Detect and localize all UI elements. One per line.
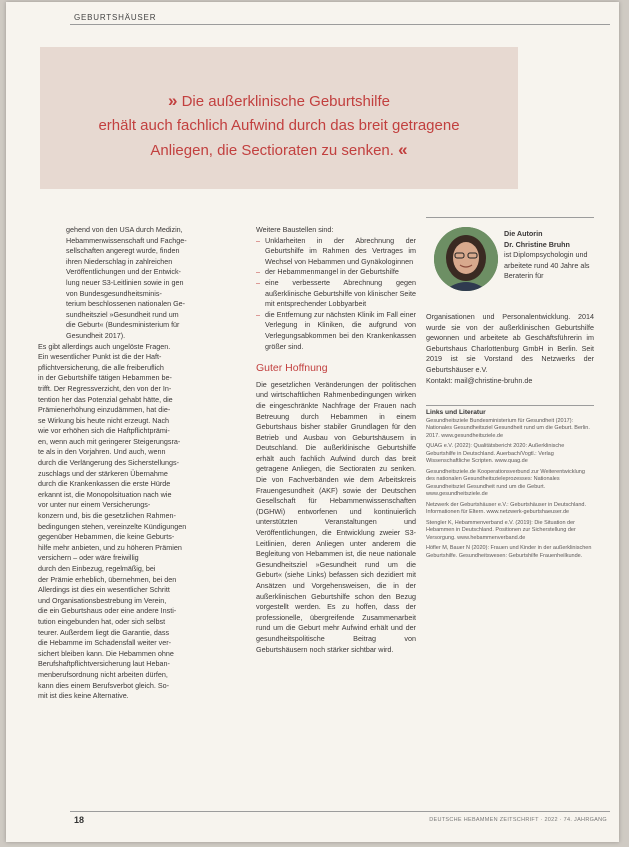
- reference-item: QUAG e.V. (2022): Qualitätsbericht 2020: Außerklinische Geburtshilfe in Deutschland. Auerbach/Vogtl.: Verlag Wissenschaftliche Scripten. www.quag.de: [426, 443, 565, 464]
- reference-item: Stengler K, Hebammenverband e.V. (2019): Die Situation der Hebammen in Deutschland. Positionen zur Sicherstellung der Versorgung. www.hebammenverband.de: [426, 519, 576, 541]
- text-line: Es gibt allerdings auch ungelöste Fragen.: [38, 341, 171, 351]
- text-line: ihren Niederschlag in zahlreichen: [66, 256, 173, 266]
- subheading: Guter Hoffnung: [256, 362, 328, 375]
- page-number: 18: [74, 815, 85, 825]
- list-lead: Weitere Baustellen sind:: [256, 225, 334, 234]
- author-portrait-image: [434, 227, 498, 291]
- text-line: menberufsordnung nicht arbeiten dürfen,: [38, 669, 168, 679]
- article-column-1: [38, 225, 250, 702]
- body-paragraph: Die gesetzlichen Veränderungen der politischen und wirtschaftlichen Rahmenbedingungen wirken die eingeschränkte Nachfrage der Frauen nach Betreuung durch Hebammen in einem Geburtshaus bisher stabiler Grundlagen für den Betrieb und Ausbau von Geburtshäusern in Deutschland. Die außerklinische Geburtshilfe erhält auch fachlich Aufwind durch das breit getragene Anliegen, die Sectioraten zu senken. Die von Fachverbänden wie dem Arbeitskreis Frauengesundheit (AKF) sowie der Deutschen Gesellschaft für Hebammenwissenschaften (DGHWi) entworfenen und kontinuierlich unterstützten Veranstaltungen und Veröffentlichungen, die Entwicklung zweier S3-Leitlinien, deren Anliegen unter anderem die Begleitung von Hebammen ist, die neue nationale Gesundheitsziel »Gesundheit rund um die Geburt« (siehe Links) befassen sich dezidiert mit Ansätzen und Vorgehensweisen, die in der außerklinischen Geburtshilfe schon den Bezug vorgestellt werden. Es zu hoffen, dass der professionelle, übergreifende Zusammenarbeit rund um die Geburt mehr Aufwind erhält und der gesundheitspolitische Beitrag von Geburtshäusern noch stärker sichtbar wird.: [256, 379, 416, 654]
- text-line: sundheitsziel »Gesundheit rund um: [66, 309, 179, 319]
- issue-list: [256, 236, 416, 353]
- text-line: te als in den Vorjahren. Und auch, wenn: [38, 447, 166, 457]
- text-line: der Prämie erheblich, übernehmen, bei den: [38, 574, 177, 584]
- text-line: wie vor erhöhen sich die Haftpflichtprämi-: [38, 426, 170, 436]
- text-line: Ein wesentlicher Punkt ist die der Haft-: [38, 352, 162, 362]
- top-rule: [70, 24, 610, 25]
- reference-item: Gesundheitsziele Bundesministerium für Gesundheit (2017): Nationales Gesundheitsziel Gesundheit rund um die Geburt. Berlin. 2017. www.gesundheitsziele.de: [426, 417, 590, 439]
- text-line: kann dies einem Berufsverbot gleich. So-: [38, 680, 170, 690]
- text-line: se Wirkung bis heute nicht erzeugt. Nach: [38, 415, 170, 425]
- author-rule: [426, 217, 594, 218]
- text-line: teurer. Außerdem liegt die Garantie, dass: [38, 627, 170, 637]
- text-line: terium beschlossenen nationalen Ge-: [66, 299, 186, 309]
- text-line: tution eingebunden hat, oder sich selbst: [38, 616, 166, 626]
- pull-quote-box: [40, 47, 518, 189]
- pull-quote: [52, 89, 506, 163]
- text-line: durch die Verlängerung des Sicherstellungs-: [38, 458, 180, 468]
- text-line: Gesundheit 2017).: [66, 330, 126, 340]
- author-info: [504, 229, 594, 282]
- reference-item: Höfler M, Bauer N (2020): Frauen und Kinder in der außerklinischen Geburtshilfe. Gesundheitswesen: Geburtshilfe Frauenheilkunde.: [426, 545, 592, 559]
- quote-close-mark: «: [398, 140, 408, 159]
- reference-item: Netzwerk der Geburtshäuser e.V.: Geburtshäuser in Deutschland. Informationen für Eltern. www.netzwerk-geburtshaeuser.de: [426, 501, 586, 515]
- footer-rule: [70, 811, 610, 812]
- text-line: von Bundesgesundheitsminis-: [66, 288, 162, 298]
- text-line: vor unter nur einem Versicherungs-: [38, 500, 151, 510]
- text-line: Berufshaftpflichtversicherung laut Heban-: [38, 659, 170, 669]
- text-line: tention her das Potenzial gehabt hätte, die: [38, 394, 173, 404]
- author-name: Dr. Christine Bruhn: [504, 239, 570, 249]
- text-line: pflichtversicherung, die alle freiberuflich: [38, 362, 164, 372]
- quote-line-2: erhält auch fachlich Aufwind durch das breit getragene: [98, 117, 460, 134]
- text-line: und Organisationsbestrebung im Verein,: [38, 595, 167, 605]
- text-line: die Hebamme im Schadensfall weiter ver-: [38, 638, 172, 648]
- text-line: die ein Geburtshaus oder eine andere Insti-: [38, 606, 177, 616]
- author-bio-rest: Organisationen und Personalentwicklung. 2014 wurde sie von der außerklinischen Geburtshilfe gewonnen und arbeitete ab Geschäftsführerin im Geburtshaus Charlottenburg GmbH in Berlin. Seit 2019 ist sie Vorstand des Netzwerks der Geburtshäuser e.V.: [426, 312, 594, 374]
- text-line: trifft. Der Regressverzicht, den von der In-: [38, 383, 172, 393]
- text-line: zuschlags und der stärkeren Übernahme: [38, 468, 168, 478]
- text-line: en, wenn auch mit geringerer Steigerungsra-: [38, 436, 181, 446]
- text-line: hilfe mehr anbieten, und zu höheren Prämien: [38, 542, 182, 552]
- references-box: [426, 405, 594, 563]
- list-item: – eine verbesserte Abrechnung gegen außerklinische Geburtshilfe von klinischer Seite mit entsprechender Lobbyarbeit: [256, 278, 416, 310]
- author-label: Die Autorin: [504, 229, 543, 238]
- text-line: gegenüber Hebammen, die keine Geburts-: [38, 532, 175, 542]
- article-column-2: [256, 225, 416, 655]
- quote-line-3: Anliegen, die Sectioraten zu senken.: [150, 142, 394, 159]
- text-line: durch die Krankenkassen die erste Hürde: [38, 479, 171, 489]
- text-line: bedingungen stehen, vereinzelte Kündigungen: [38, 521, 187, 531]
- list-item: – der Hebammenmangel in der Geburtshilfe: [256, 267, 416, 278]
- text-line: versichern – oder wäre freiwillig: [38, 553, 139, 563]
- quote-line-1: Die außerklinische Geburtshilfe: [181, 93, 391, 110]
- list-item: – Unklarheiten in der Abrechnung der Geburtshilfe im Rahmen des Vertrages im Wechsel von Hebammen und Gynäkologinnen: [256, 236, 416, 268]
- text-line: die Geburt« (Bundesministerium für: [66, 320, 180, 330]
- text-line: mit ist dies keine Alternative.: [38, 691, 129, 701]
- journal-footer: DEUTSCHE HEBAMMEN ZEITSCHRIFT · 2022 · 74. JAHRGANG: [429, 817, 607, 823]
- text-line: Hebammenwissenschaft und Fachge-: [66, 235, 187, 245]
- text-line: Allerdings ist dies ein wesentlicher Schritt: [38, 585, 170, 595]
- author-bio-short: ist Diplompsychologin und arbeitete rund 40 Jahre als Beraterin für: [504, 250, 590, 281]
- text-line: sellschaften angeregt wurde, finden: [66, 246, 180, 256]
- text-line: lung neuer S3-Leitlinien sowie in gen: [66, 277, 184, 287]
- text-line: durch den Einbezug, regelmäßig, bei: [38, 564, 156, 573]
- author-photo: [434, 227, 498, 291]
- text-line: konzern und, bis die gesetzlichen Rahmen-: [38, 511, 176, 521]
- reference-item: Gesundheitsziele.de Kooperationsverbund zur Weiterentwicklung des nationalen Gesundheitszieleprozesses: Nationales Gesundheitsziel Gesundheit rund um die Geburt. www.gesundheitsziele.de: [426, 468, 585, 497]
- section-label: GEBURTSHÄUSER: [74, 13, 157, 22]
- quote-open-mark: »: [167, 91, 178, 110]
- text-line: Prämienerhöhung einzudämmen, hat die-: [38, 405, 171, 415]
- author-contact: Kontakt: mail@christine-bruhn.de: [426, 375, 533, 385]
- author-bio: [426, 312, 594, 386]
- text-line: Veröffentlichungen und der Entwick-: [66, 267, 181, 277]
- magazine-page: [6, 2, 619, 842]
- text-line: in der Geburtshilfe tätigen Hebammen be-: [38, 373, 172, 383]
- text-line: gehend von den USA durch Medizin,: [66, 225, 183, 234]
- list-item: – die Entfernung zur nächsten Klinik im Fall einer Verlegung in Kliniken, die aufgrund von Verlegungsabkommen bei den Krankenkassen größer sind.: [256, 310, 416, 352]
- references-heading: Links und Literatur: [426, 409, 486, 416]
- text-line: sichert bleiben kann. Die Hebammen ohne: [38, 648, 174, 658]
- text-line: erkannt ist, die Monopolsituation nach wie: [38, 489, 172, 499]
